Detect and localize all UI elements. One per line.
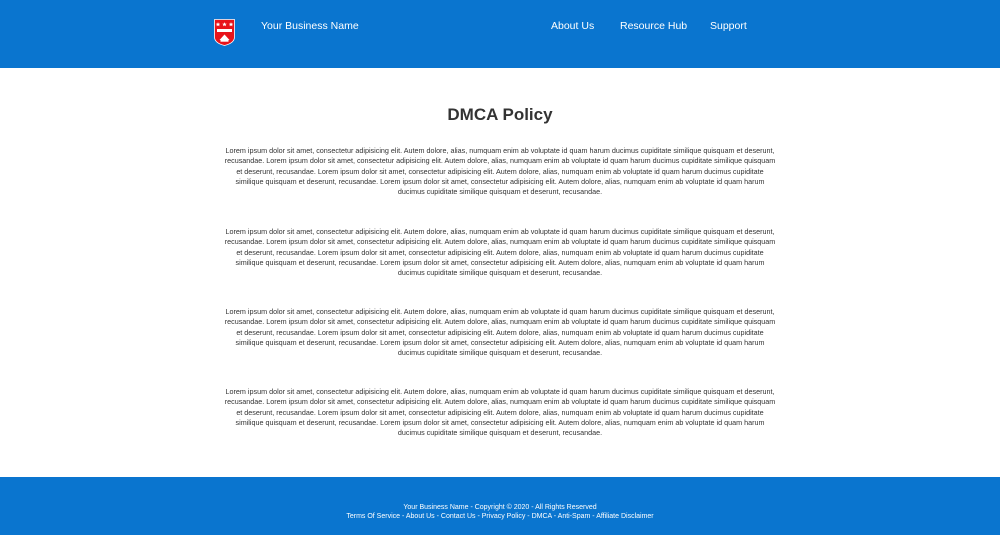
footer-link-dmca[interactable]: DMCA (531, 513, 552, 520)
footer-link-anti-spam[interactable]: Anti-Spam (557, 513, 591, 520)
footer-link-terms-of-service[interactable]: Terms Of Service (346, 513, 401, 520)
main-content (0, 68, 1000, 477)
footer-links (0, 512, 1000, 521)
site-footer (0, 477, 1000, 535)
footer-link-contact-us[interactable]: Contact Us (440, 513, 476, 520)
page-title: DMCA Policy (447, 105, 553, 124)
site-header (0, 0, 1000, 68)
footer-separator: - (434, 513, 441, 520)
footer-separator: - (400, 513, 406, 520)
policy-paragraph: Lorem ipsum dolor sit amet, consectetur adipisicing elit. Autem dolore, alias, numquam enim ab voluptate id quam harum ducimus cupiditate similique quisquam et deserunt, recusandae. Lorem ipsum dolor sit amet, consectetur adipisicing elit. Autem dolore, alias, numquam enim ab voluptate id quam harum ducimus cupiditate similique quisquam et deserunt, recusandae. Lorem ipsum dolor sit amet, consectetur adipisicing elit. Autem dolore, alias, numquam enim ab voluptate id quam harum ducimus cupiditate similique quisquam et deserunt, recusandae. Lorem ipsum dolor sit amet, consectetur adipisicing elit. Autem dolore, alias, numquam enim ab voluptate id quam harum ducimus cupiditate similique quisquam et deserunt, recusandae. (224, 227, 776, 278)
footer-separator: - (551, 513, 558, 520)
footer-separator: - (475, 513, 482, 520)
nav-about-us[interactable]: About Us (551, 20, 595, 32)
shield-logo-icon[interactable] (214, 19, 235, 46)
copyright-text: Your Business Name - Copyright © 2020 - All Rights Reserved (403, 504, 597, 511)
footer-link-privacy-policy[interactable]: Privacy Policy (481, 513, 526, 520)
brand-name-link[interactable]: Your Business Name (261, 20, 359, 32)
footer-separator: - (590, 513, 597, 520)
policy-paragraph: Lorem ipsum dolor sit amet, consectetur adipisicing elit. Autem dolore, alias, numquam enim ab voluptate id quam harum ducimus cupiditate similique quisquam et deserunt, recusandae. Lorem ipsum dolor sit amet, consectetur adipisicing elit. Autem dolore, alias, numquam enim ab voluptate id quam harum ducimus cupiditate similique quisquam et deserunt, recusandae. Lorem ipsum dolor sit amet, consectetur adipisicing elit. Autem dolore, alias, numquam enim ab voluptate id quam harum ducimus cupiditate similique quisquam et deserunt, recusandae. Lorem ipsum dolor sit amet, consectetur adipisicing elit. Autem dolore, alias, numquam enim ab voluptate id quam harum ducimus cupiditate similique quisquam et deserunt, recusandae. (224, 307, 776, 358)
nav-resource-hub[interactable]: Resource Hub (620, 20, 688, 32)
footer-link-affiliate-disclaimer[interactable]: Affiliate Disclaimer (596, 513, 654, 520)
footer-separator: - (525, 513, 532, 520)
nav-support[interactable]: Support (710, 20, 747, 32)
footer-link-about-us[interactable]: About Us (405, 513, 435, 520)
policy-paragraph: Lorem ipsum dolor sit amet, consectetur adipisicing elit. Autem dolore, alias, numquam enim ab voluptate id quam harum ducimus cupiditate similique quisquam et deserunt, recusandae. Lorem ipsum dolor sit amet, consectetur adipisicing elit. Autem dolore, alias, numquam enim ab voluptate id quam harum ducimus cupiditate similique quisquam et deserunt, recusandae. Lorem ipsum dolor sit amet, consectetur adipisicing elit. Autem dolore, alias, numquam enim ab voluptate id quam harum ducimus cupiditate similique quisquam et deserunt, recusandae. Lorem ipsum dolor sit amet, consectetur adipisicing elit. Autem dolore, alias, numquam enim ab voluptate id quam harum ducimus cupiditate similique quisquam et deserunt, recusandae. (224, 146, 776, 197)
policy-paragraph: Lorem ipsum dolor sit amet, consectetur adipisicing elit. Autem dolore, alias, numquam enim ab voluptate id quam harum ducimus cupiditate similique quisquam et deserunt, recusandae. Lorem ipsum dolor sit amet, consectetur adipisicing elit. Autem dolore, alias, numquam enim ab voluptate id quam harum ducimus cupiditate similique quisquam et deserunt, recusandae. Lorem ipsum dolor sit amet, consectetur adipisicing elit. Autem dolore, alias, numquam enim ab voluptate id quam harum ducimus cupiditate similique quisquam et deserunt, recusandae. Lorem ipsum dolor sit amet, consectetur adipisicing elit. Autem dolore, alias, numquam enim ab voluptate id quam harum ducimus cupiditate similique quisquam et deserunt, recusandae. (224, 387, 776, 438)
